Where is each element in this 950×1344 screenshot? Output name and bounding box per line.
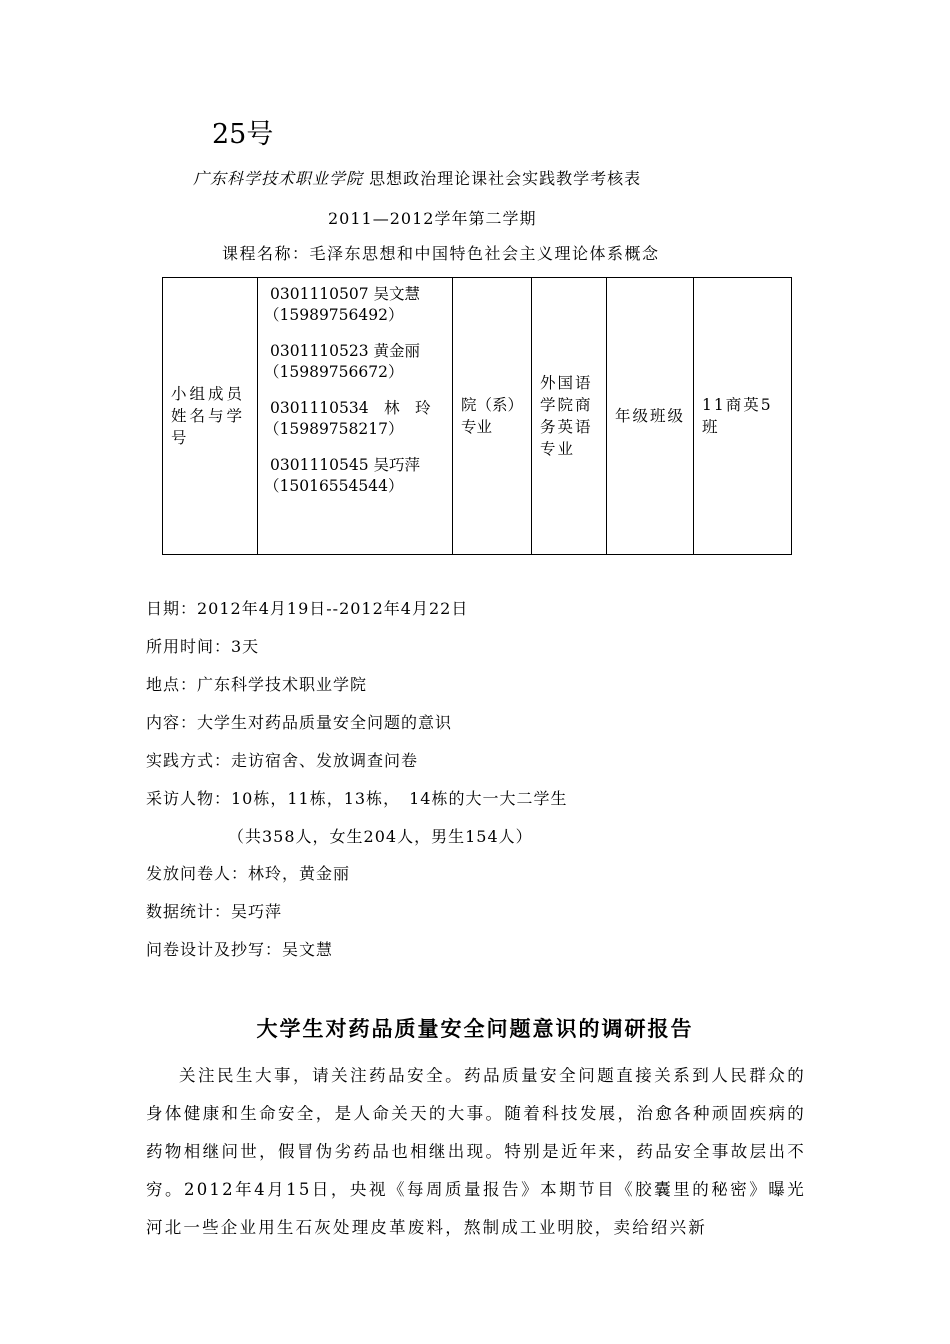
- member-entry: [264, 341, 446, 383]
- content-line: 内容：大学生对药品质量安全问题的意识: [146, 713, 453, 732]
- distributors-line: 发放问卷人：林玲，黄金丽: [146, 864, 351, 883]
- designer-line: 问卷设计及抄写：吴文慧: [146, 940, 334, 959]
- member-id-name: 0301110534 林 玲: [270, 398, 431, 417]
- members-label: 小组成员姓名与学号: [163, 278, 258, 555]
- report-title: 大学生对药品质量安全问题意识的调研报告: [256, 1016, 694, 1041]
- table-row: [163, 278, 792, 555]
- course-name: 课程名称：毛泽东思想和中国特色社会主义理论体系概念: [222, 244, 660, 263]
- member-phone: （15989758217）: [264, 419, 404, 438]
- semester: 2011—2012学年第二学期: [328, 209, 537, 228]
- count-line: （共358人，女生204人，男生154人）: [228, 827, 533, 846]
- class-label: 年级班级: [607, 278, 694, 555]
- report-paragraph: 关注民生大事，请关注药品安全。药品质量安全问题直接关系到人民群众的身体健康和生命安全，是人命关天的大事。随着科技发展，治愈各种顽固疾病的药物相继问世，假冒伪劣药品也相继出现。特别是近年来，药品安全事故层出不穷。2012年4月15日，央视《每周质量报告》本期节目《胶囊里的秘密》曝光河北一些企业用生石灰处理皮革废料，熬制成工业明胶，卖给绍兴新: [146, 1066, 806, 1237]
- location-line: 地点：广东科学技术职业学院: [146, 675, 368, 694]
- duration-line: 所用时间：3天: [146, 637, 260, 656]
- interviewees-line: 采访人物：10栋，11栋，13栋， 14栋的大一大二学生: [146, 789, 568, 808]
- member-id-name: 0301110523 黄金丽: [270, 341, 421, 360]
- member-phone: （15989756672）: [264, 362, 404, 381]
- member-id-name: 0301110545 吴巧萍: [270, 455, 421, 474]
- department-value: 外国语学院商务英语专业: [532, 278, 607, 555]
- member-phone: （15016554544）: [264, 476, 404, 495]
- form-title-text: 思想政治理论课社会实践教学考核表: [369, 169, 642, 188]
- institution-name: 广东科学技术职业学院: [193, 169, 364, 188]
- method-line: 实践方式：走访宿舍、发放调查问卷: [146, 751, 419, 770]
- members-cell: [258, 278, 453, 555]
- member-entry: [264, 455, 446, 497]
- member-id-name: 0301110507 吴文慧: [270, 284, 421, 303]
- statistics-line: 数据统计：吴巧萍: [146, 902, 283, 921]
- member-entry: [264, 284, 446, 326]
- group-info-table: [162, 277, 792, 555]
- date-line: 日期：2012年4月19日--2012年4月22日: [146, 599, 469, 618]
- member-entry: [264, 398, 446, 440]
- page-number: 25号: [212, 119, 274, 150]
- department-label: 院（系）专业: [453, 278, 532, 555]
- class-value: 11商英5班: [694, 278, 792, 555]
- form-title: [193, 166, 641, 189]
- member-phone: （15989756492）: [264, 305, 404, 324]
